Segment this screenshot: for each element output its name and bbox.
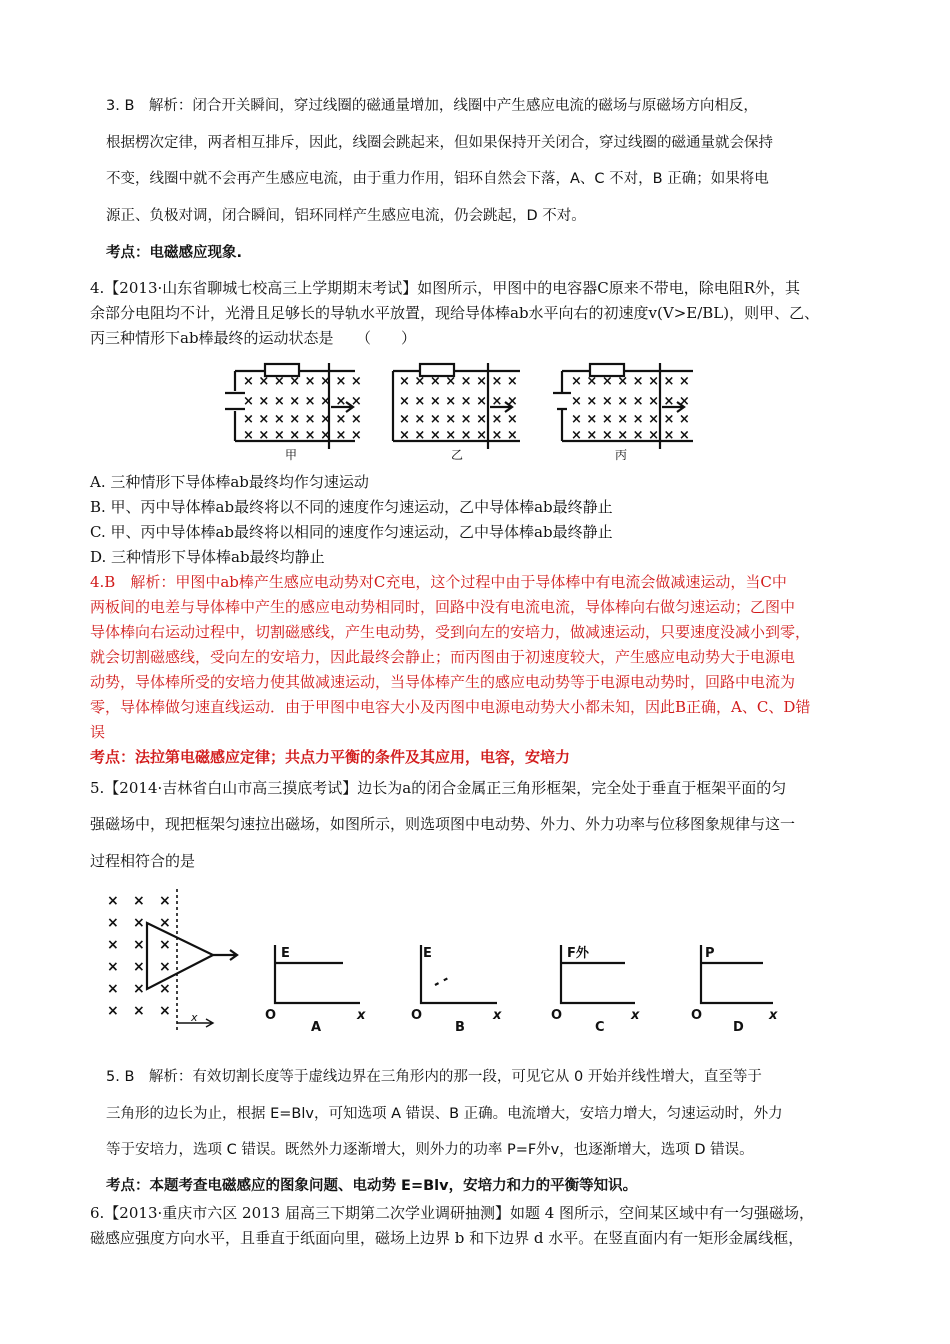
q5-x-marker: x xyxy=(191,1011,198,1024)
svg-text:×: × xyxy=(133,893,145,909)
q4-answer-line: 误 xyxy=(90,723,106,741)
q5-figure xyxy=(105,885,795,1035)
svg-text:×: × xyxy=(133,959,145,975)
q3-kaodian: 考点：电磁感应现象. xyxy=(106,245,243,261)
q5-answer-line: 等于安培力，选项 C 错误。既然外力逐渐增大，则外力的功率 P=F外v，也逐渐增大，选项 D 错误。 xyxy=(106,1142,754,1158)
svg-text:× × × × × × × ×: × × × × × × × × xyxy=(399,412,518,427)
q4-answer-line: 就会切割磁感线，受向左的安培力，因此最终会静止；而丙图由于初速度较大，产生感应电动势大于电源电 xyxy=(90,648,796,666)
svg-text:×: × xyxy=(133,981,145,997)
svg-text:×: × xyxy=(107,959,119,975)
svg-text:× × × × × × × ×: × × × × × × × × xyxy=(399,428,518,443)
svg-text:×: × xyxy=(107,1003,119,1019)
svg-text:×: × xyxy=(159,915,171,931)
q5-stem-line: 强磁场中，现把框架匀速拉出磁场，如图所示，则选项图中电动势、外力、外力功率与位移图象规律与这一 xyxy=(90,815,796,833)
q4-kaodian: 考点：法拉第电磁感应定律；共点力平衡的条件及其应用，电容，安培力 xyxy=(90,748,571,766)
svg-text:× × × × × × × ×: × × × × × × × × xyxy=(243,374,362,389)
svg-text:×: × xyxy=(159,981,171,997)
graph-b-ylabel: E xyxy=(423,946,432,961)
svg-text:× × × × × × × ×: × × × × × × × × xyxy=(399,394,518,409)
q6-stem-line: 磁感应强度方向水平，且垂直于纸面向里，磁场上边界 b 和下边界 d 水平。在竖直面内有一矩形金属线框， xyxy=(90,1229,804,1247)
graph-a-origin: O xyxy=(265,1008,277,1023)
q5-answer-line: 5. B 解析：有效切割长度等于虚线边界在三角形内的那一段，可见它从 0 开始并线性增大，直至等于 xyxy=(106,1069,762,1085)
q4-answer-line: 零，导体棒做匀速直线运动．由于甲图中电容大小及丙图中电源电动势大小都未知，因此B正确，A、C、D错 xyxy=(90,698,811,716)
svg-text:×: × xyxy=(159,893,171,909)
q4-option-a: A. 三种情形下导体棒ab最终均作匀速运动 xyxy=(90,473,369,491)
svg-text:×: × xyxy=(107,893,119,909)
graph-c-origin: O xyxy=(551,1008,563,1023)
q5-stem-line: 过程相符合的是 xyxy=(90,852,196,870)
graph-c-label: C xyxy=(595,1020,605,1035)
graph-b-origin: O xyxy=(411,1008,423,1023)
q3-line: 根据楞次定律，两者相互排斥，因此，线圈会跳起来，但如果保持开关闭合，穿过线圈的磁通量就会保持 xyxy=(106,135,773,151)
svg-text:× × × × × × × ×: × × × × × × × × xyxy=(243,394,362,409)
graph-c-xlabel: x xyxy=(631,1008,640,1023)
q3-line: 不变，线圈中就不会再产生感应电流，由于重力作用，铝环自然会下落，A、C 不对，B 正确；如果将电 xyxy=(106,171,769,187)
svg-text:× × × × × × × ×: × × × × × × × × xyxy=(571,394,690,409)
figure-label-bing: 丙 xyxy=(615,448,628,462)
q4-answer-line: 4.B 解析：甲图中ab棒产生感应电动势对C充电，这个过程中由于导体棒中有电流会做减速运动，当C中 xyxy=(90,573,787,591)
q4-answer-line: 两板间的电差与导体棒中产生的感应电动势相同时，回路中没有电流电流，导体棒向右做匀速运动；乙图中 xyxy=(90,598,796,616)
q4-option-d: D. 三种情形下导体棒ab最终均静止 xyxy=(90,548,325,566)
q3-line: 3. B 解析：闭合开关瞬间，穿过线圈的磁通量增加，线圈中产生感应电流的磁场与原磁场方向相反， xyxy=(106,98,758,114)
graph-b-xlabel: x xyxy=(493,1008,502,1023)
svg-text:× × × × × × × ×: × × × × × × × × xyxy=(243,428,362,443)
svg-text:×: × xyxy=(107,915,119,931)
q4-answer-line: 动势，导体棒所受的安培力使其做减速运动，当导体棒产生的感应电动势等于电源电动势时，回路中电流为 xyxy=(90,673,796,691)
q4-answer-line: 导体棒向右运动过程中，切割磁感线，产生电动势，受到向左的安培力，做减速运动，只要速度没减小到零， xyxy=(90,623,811,641)
figure-label-jia: 甲 xyxy=(285,448,298,462)
q5-kaodian: 考点：本题考查电磁感应的图象问题、电动势 E=Blv，安培力和力的平衡等知识。 xyxy=(106,1178,638,1194)
svg-text:×: × xyxy=(107,981,119,997)
graph-c-ylabel: F外 xyxy=(567,946,589,961)
q4-stem-line: 丙三种情形下ab棒最终的运动状态是 （ ） xyxy=(90,329,417,347)
svg-text:× × × × × × × ×: × × × × × × × × xyxy=(571,374,690,389)
svg-text:× × × × × × × ×: × × × × × × × × xyxy=(571,412,690,427)
graph-a-label: A xyxy=(311,1020,322,1035)
svg-text:× × × × × × × ×: × × × × × × × × xyxy=(243,412,362,427)
graph-d-label: D xyxy=(733,1020,744,1035)
svg-text:×: × xyxy=(133,1003,145,1019)
svg-text:×: × xyxy=(133,937,145,953)
q4-stem-line: 4.【2013·山东省聊城七校高三上学期期末考试】如图所示，甲图中的电容器C原来不带电，除电阻R外，其 xyxy=(90,279,801,297)
figure-label-yi: 乙 xyxy=(451,448,464,462)
graph-d-origin: O xyxy=(691,1008,703,1023)
q5-answer-line: 三角形的边长为止，根据 E=Blv，可知选项 A 错误、B 正确。电流增大，安培力增大，匀速运动时，外力 xyxy=(106,1106,783,1122)
q4-circuit-figure xyxy=(215,355,715,465)
q4-stem-line: 余部分电阻均不计，光滑且足够长的导轨水平放置，现给导体棒ab水平向右的初速度v(V>E/BL)，则甲、乙、 xyxy=(90,304,820,322)
svg-text:× × × × × × × ×: × × × × × × × × xyxy=(399,374,518,389)
graph-a-xlabel: x xyxy=(357,1008,366,1023)
graph-a-ylabel: E xyxy=(281,946,290,961)
graph-b-label: B xyxy=(455,1020,465,1035)
q6-stem-line: 6.【2013·重庆市六区 2013 届高三下期第二次学业调研抽测】如题 4 图所示，空间某区域中有一匀强磁场， xyxy=(90,1204,815,1222)
graph-d-xlabel: x xyxy=(769,1008,778,1023)
svg-text:×: × xyxy=(133,915,145,931)
q5-stem-line: 5.【2014·吉林省白山市高三摸底考试】边长为a的闭合金属正三角形框架，完全处于垂直于框架平面的匀 xyxy=(90,779,787,797)
q4-option-c: C. 甲、丙中导体棒ab最终将以相同的速度作匀速运动，乙中导体棒ab最终静止 xyxy=(90,523,613,541)
q4-option-b: B. 甲、丙中导体棒ab最终将以不同的速度作匀速运动，乙中导体棒ab最终静止 xyxy=(90,498,613,516)
graph-d-ylabel: P xyxy=(705,946,715,961)
svg-text:×: × xyxy=(159,1003,171,1019)
svg-text:×: × xyxy=(159,937,171,953)
svg-text:×: × xyxy=(107,937,119,953)
svg-text:× × × × × × × ×: × × × × × × × × xyxy=(571,428,690,443)
svg-text:×: × xyxy=(159,959,171,975)
q3-line: 源正、负极对调，闭合瞬间，铝环同样产生感应电流，仍会跳起，D 不对。 xyxy=(106,208,586,224)
